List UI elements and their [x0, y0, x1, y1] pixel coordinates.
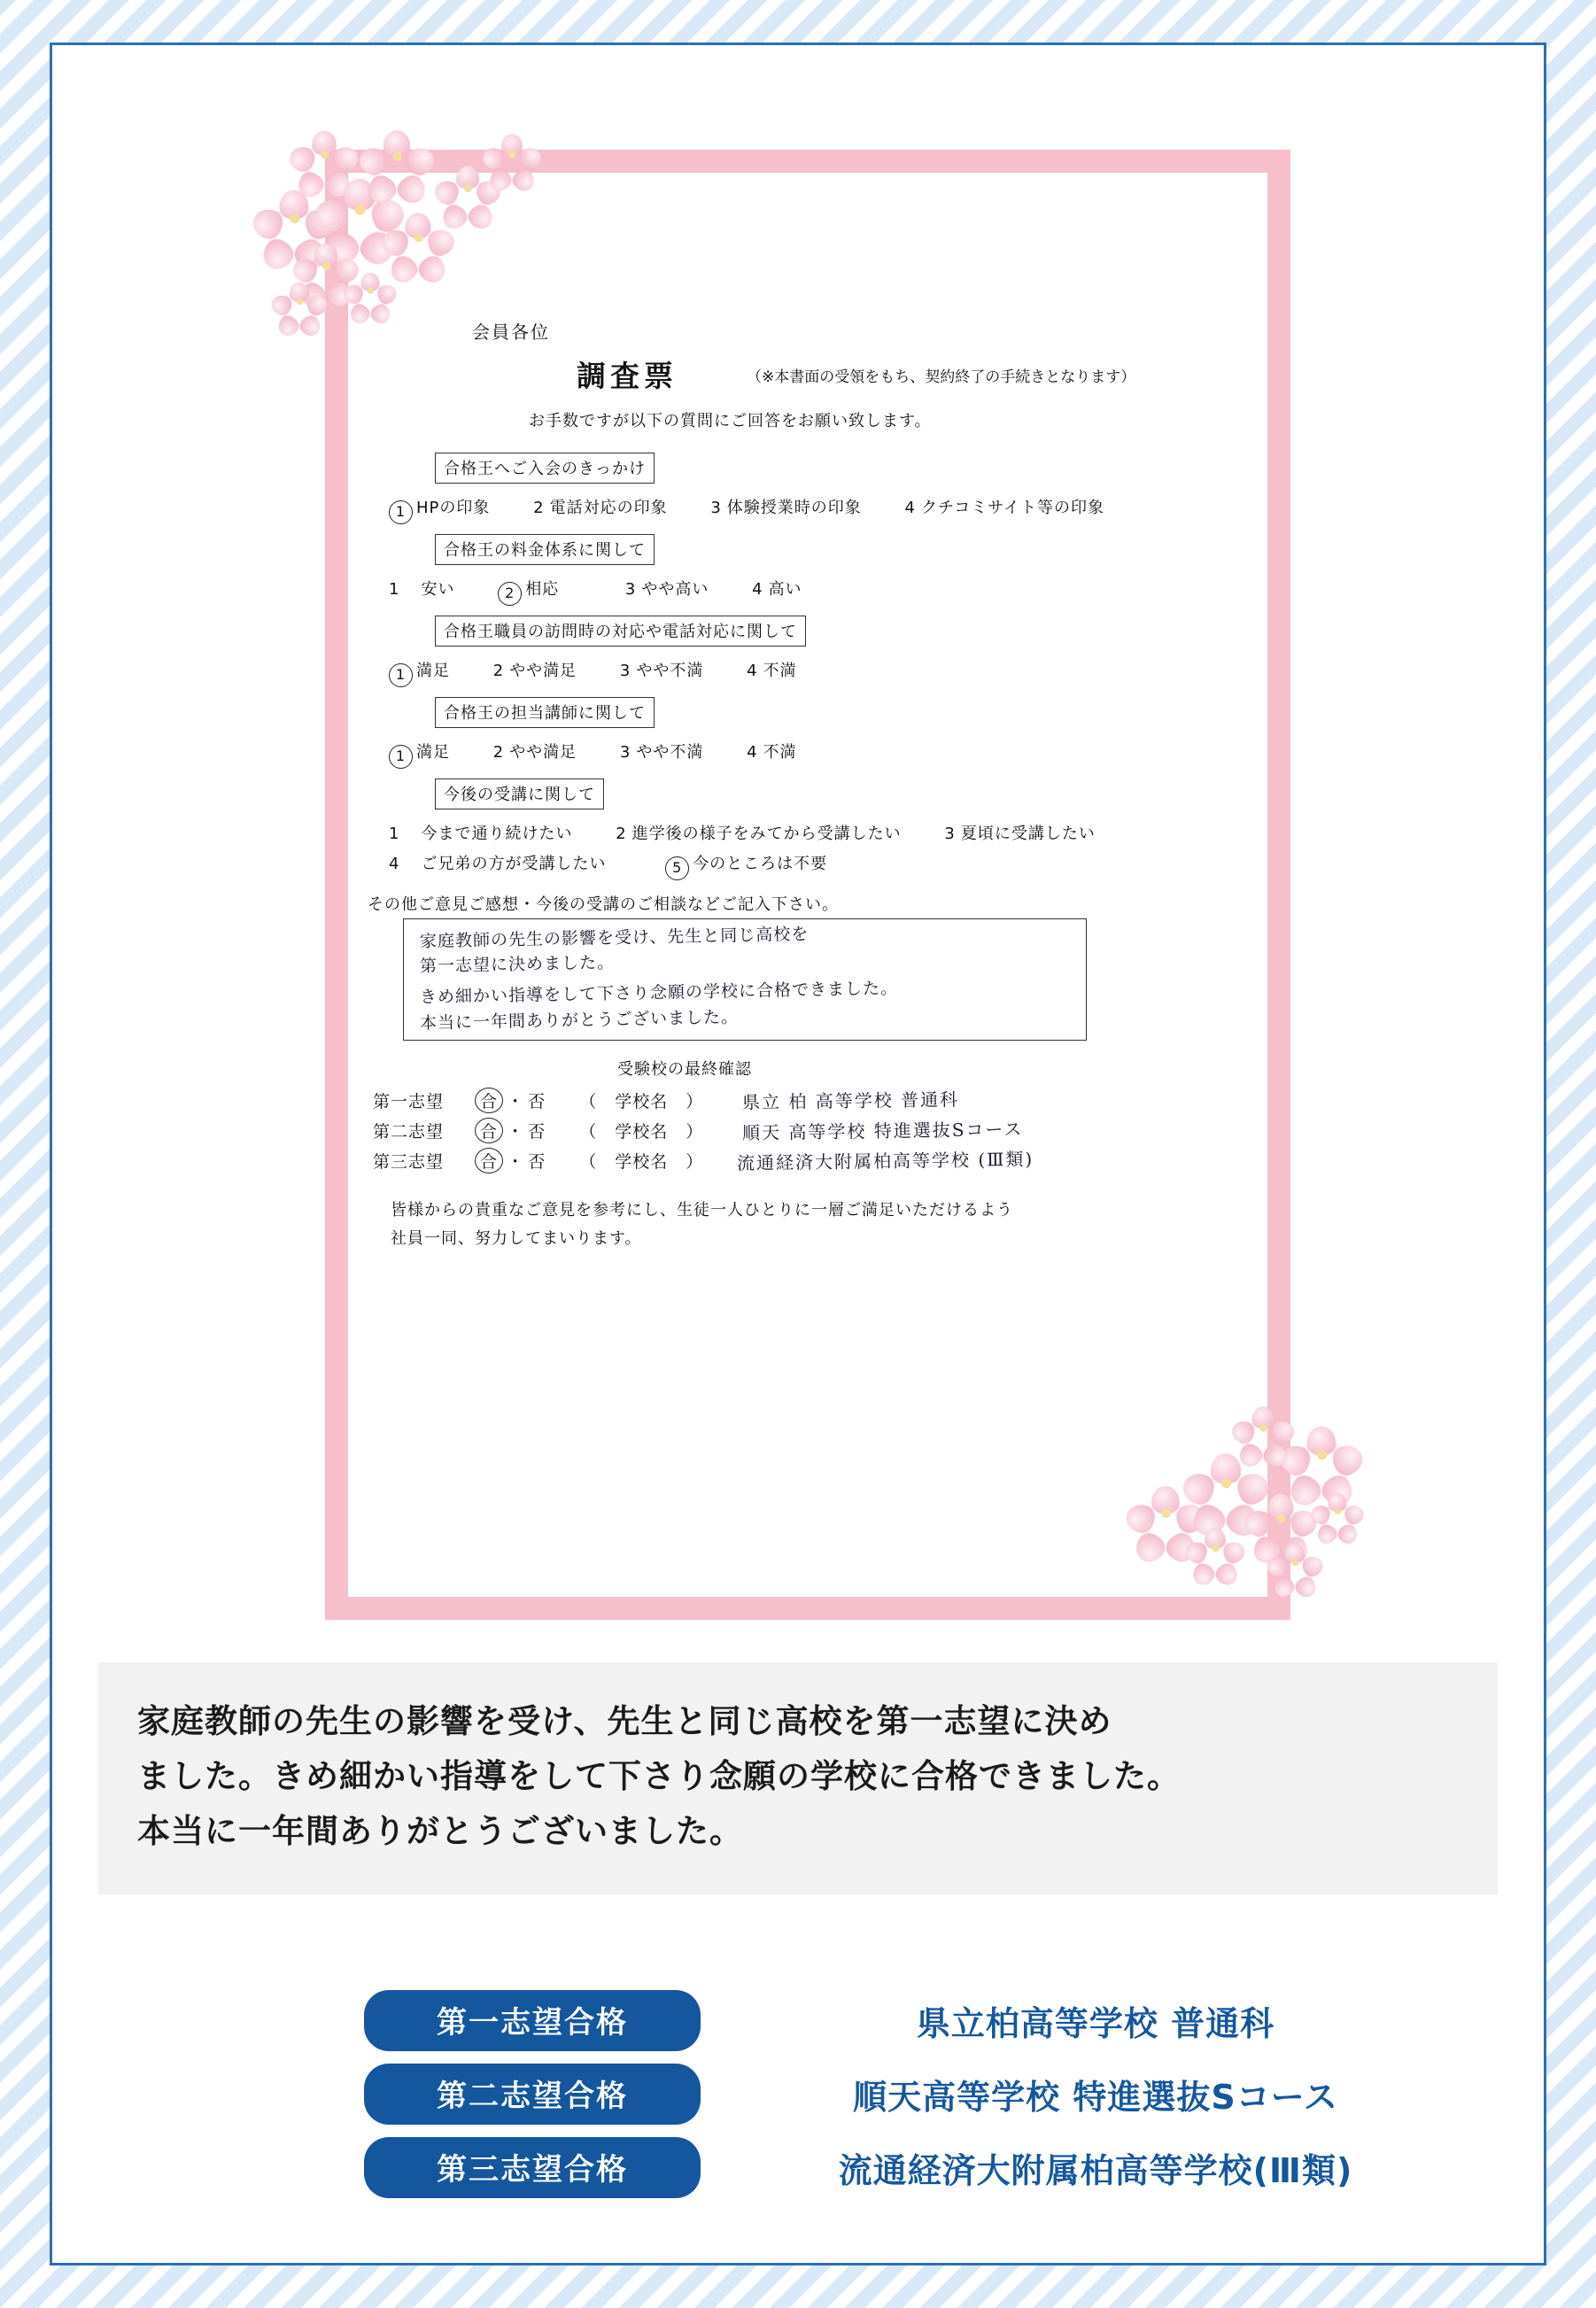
option-label: ご兄弟の方が受講したい — [421, 855, 607, 873]
option-label: 不満 — [763, 662, 797, 680]
option-label: 体験授業時の印象 — [726, 499, 862, 517]
option-label: やや高い — [641, 580, 709, 599]
option-label: 今まで通り続けたい — [421, 825, 573, 843]
option-selected-marker: 1 — [389, 745, 413, 769]
option-label: 満足 — [416, 743, 450, 762]
option-label: やや不満 — [636, 662, 704, 680]
wish-school-handwritten: 県立 柏 高等学校 普通科 — [742, 1088, 960, 1113]
question-3-options — [389, 658, 797, 687]
result-row-1 — [52, 1990, 1544, 2051]
survey-lead: お手数ですが以下の質問にご回答をお願い致します。 — [529, 412, 932, 430]
option-number: 1 — [389, 580, 400, 599]
option-label: 安い — [421, 580, 455, 599]
wish-school-handwritten: 流通経済大附属柏高等学校 (Ⅲ類) — [737, 1148, 1034, 1174]
option-label: 満足 — [416, 662, 450, 680]
option-label: 高い — [768, 580, 802, 599]
option-number: 3 — [619, 662, 631, 680]
option-number: 2 — [533, 499, 545, 517]
comment-line-3: 本当に一年間ありがとうございました。 — [137, 1812, 743, 1850]
wish-label: 第三志望 — [373, 1152, 445, 1172]
option-number: 4 — [747, 662, 758, 680]
question-2-heading: 合格王の料金体系に関して — [435, 534, 655, 565]
wish-school-field-label: （ 学校名 ） — [579, 1122, 704, 1142]
option-number: 4 — [752, 580, 763, 599]
question-1-options — [389, 495, 1104, 524]
wish-pass-marker: 合 — [475, 1088, 503, 1113]
wish-school-field-label: （ 学校名 ） — [579, 1152, 704, 1172]
question-5-options-row1 — [389, 821, 1096, 844]
option-label: 相応 — [525, 580, 560, 599]
option-number: 3 — [619, 743, 631, 762]
wish-pass-marker: 合 — [475, 1148, 503, 1173]
wish-row-1: 第一志望 合 ・ 否 （ 学校名 ） 県立 柏 高等学校 普通科 — [373, 1087, 959, 1113]
result-badge-second-choice: 第二志望合格 — [364, 2064, 701, 2125]
option-label: やや不満 — [636, 743, 704, 762]
question-2-options — [389, 577, 802, 606]
handwritten-line: きめ細かい指導をして下さり念願の学校に合格できました。 — [419, 978, 899, 1008]
result-row-3 — [52, 2137, 1544, 2198]
option-number: 2 — [616, 825, 627, 843]
result-school-third-choice: 流通経済大附属柏高等学校(Ⅲ類) — [838, 2151, 1353, 2190]
option-number: 1 — [389, 825, 400, 843]
testimonial-comment-block — [98, 1662, 1498, 1894]
option-label: 不満 — [763, 743, 797, 762]
option-selected-marker: 5 — [665, 856, 689, 880]
option-selected-marker: 2 — [498, 582, 522, 606]
wish-pass-marker: 合 — [475, 1118, 503, 1143]
option-number: 3 — [944, 825, 956, 843]
free-comment-box — [403, 918, 1087, 1041]
handwritten-line: 第一志望に決めました。 — [419, 952, 616, 977]
wish-label: 第一志望 — [373, 1092, 445, 1111]
result-badge-third-choice: 第三志望合格 — [364, 2137, 701, 2198]
results-list — [52, 1990, 1544, 2211]
wish-school-handwritten: 順天 高等学校 特進選抜Sコース — [742, 1118, 1024, 1144]
result-school-first-choice: 県立柏高等学校 普通科 — [916, 2004, 1275, 2043]
free-comment-label: その他ご意見ご感想・今後の受講のご相談などご記入下さい。 — [368, 895, 839, 914]
survey-sheet-photo — [52, 45, 1544, 1630]
option-label: 進学後の様子をみてから受講したい — [631, 825, 902, 843]
option-number: 4 — [389, 855, 400, 873]
comment-line-2: ました。きめ細かい指導をして下さり念願の学校に合格できました。 — [137, 1757, 1181, 1795]
option-number: 3 — [624, 580, 637, 599]
survey-content — [364, 187, 1257, 1586]
poster-card — [50, 43, 1546, 2265]
option-number: 3 — [710, 499, 722, 517]
wish-fail: 否 — [528, 1122, 546, 1142]
option-number: 4 — [747, 743, 758, 762]
option-label: 電話対応の印象 — [549, 499, 668, 517]
option-label: HPの印象 — [416, 499, 491, 517]
handwritten-line: 本当に一年間ありがとうございました。 — [419, 1007, 740, 1034]
survey-closing-line-2: 社員一同、努力してまいります。 — [391, 1229, 642, 1248]
survey-closing — [391, 1197, 1013, 1253]
handwritten-line: 家庭教師の先生の影響を受け、先生と同じ高校を — [419, 924, 810, 952]
question-1-heading: 合格王へご入会のきっかけ — [435, 453, 655, 484]
wish-fail: 否 — [528, 1152, 546, 1172]
option-number: 2 — [492, 743, 505, 762]
result-badge-first-choice: 第一志望合格 — [364, 1990, 701, 2051]
wish-fail: 否 — [528, 1092, 546, 1111]
result-row-2 — [52, 2064, 1544, 2125]
survey-title-note: （※本書面の受領をもち、契約終了の手続きとなります） — [747, 368, 1136, 386]
wish-label: 第二志望 — [373, 1122, 445, 1142]
option-label: 夏頃に受講したい — [960, 825, 1096, 843]
survey-title: 調査票 — [577, 359, 678, 393]
option-label: やや満足 — [509, 662, 577, 680]
option-number: 2 — [492, 662, 505, 680]
question-4-options — [389, 740, 797, 769]
question-5-options-row2 — [389, 851, 827, 880]
option-label: 今のところは不要 — [693, 855, 828, 873]
question-5-heading: 今後の受講に関して — [435, 778, 604, 809]
wish-school-field-label: （ 学校名 ） — [579, 1092, 704, 1111]
survey-addressee: 会員各位 — [472, 321, 550, 343]
question-3-heading: 合格王職員の訪問時の対応や電話対応に関して — [435, 616, 806, 647]
option-selected-marker: 1 — [389, 663, 413, 687]
comment-line-1: 家庭教師の先生の影響を受け、先生と同じ高校を第一志望に決め — [137, 1702, 1112, 1740]
option-label: クチコミサイト等の印象 — [920, 499, 1104, 517]
result-school-second-choice: 順天高等学校 特進選抜Sコース — [853, 2078, 1338, 2117]
wish-row-2: 第二志望 合 ・ 否 （ 学校名 ） 順天 高等学校 特進選抜Sコース — [373, 1117, 1024, 1143]
option-label: やや満足 — [509, 743, 577, 762]
option-selected-marker: 1 — [389, 500, 413, 524]
option-number: 4 — [904, 499, 916, 517]
survey-closing-line-1: 皆様からの貴重なご意見を参考にし、生徒一人ひとりに一層ご満足いただけるよう — [391, 1201, 1013, 1220]
wish-row-3: 第三志望 合 ・ 否 （ 学校名 ） 流通経済大附属柏高等学校 (Ⅲ類) — [373, 1147, 1034, 1173]
question-4-heading: 合格王の担当講師に関して — [435, 697, 655, 728]
final-check-label: 受験校の最終確認 — [617, 1060, 752, 1079]
